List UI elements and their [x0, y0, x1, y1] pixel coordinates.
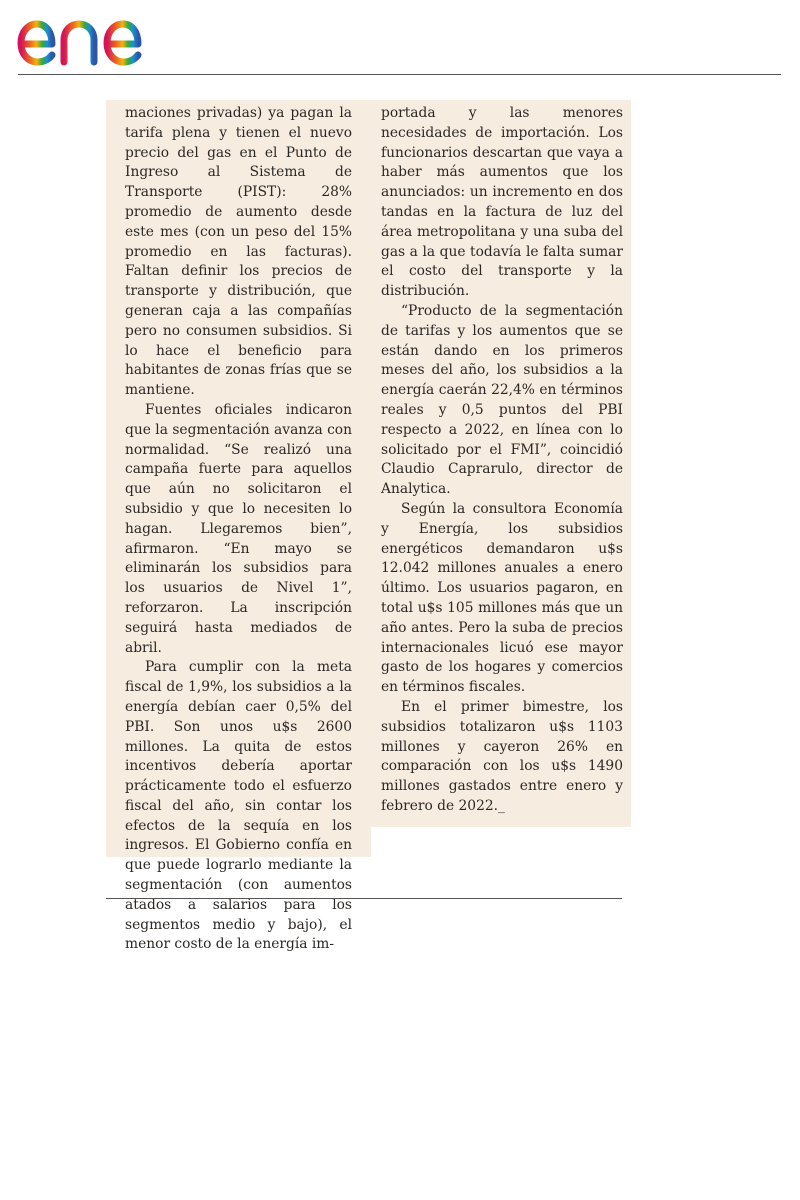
column-2-paragraph-4-text: En el primer bimestre, los subsidios totalizaron u$s 1103 millones y cayeron 26% en comparación con los u$s 1490 millones gastados entre enero y febrero de 2022. — [381, 698, 623, 814]
footer-divider — [106, 898, 622, 899]
column-2-paragraph-1: portada y las menores necesidades de importación. Los funcionarios descartan que vaya a haber más aumentos que los anunciados: un incremento en dos tandas en la factura de luz del área metropolitana y una suba del gas a la que todavía le falta sumar el costo del transporte y la distribución. — [381, 105, 623, 300]
enel-logo — [16, 4, 180, 68]
header-divider — [18, 74, 781, 75]
article-end-mark: _ — [498, 797, 505, 814]
column-1-cut-top-line — [125, 92, 352, 104]
column-2-cut-top-line — [381, 92, 623, 104]
column-2-paragraph-3: Según la consultora Economía y Energía, los subsidios energéticos demandaron u$s 12.042 millones anuales a enero último. Los usuarios pagaron, en total u$s 105 millones más que un año antes. Pero la suba de precios internacionales licuó ese mayor gasto de los hogares y comercios en términos fiscales. — [381, 500, 623, 696]
news-clipping — [106, 100, 631, 953]
column-2-paragraph-4 — [381, 698, 623, 817]
column-1-paragraph-1: maciones privadas) ya pagan la tarifa plena y tienen el nuevo precio del gas en el Punto de Ingreso al Sistema de Transporte (PIST): 28% promedio de aumento desde este mes (con un peso del 15% promedio en las facturas). Faltan definir los precios de transporte y distribución, que generan caja a las compañías pero no consumen subsidios. Si lo hace el beneficio para habitantes de zonas frías que se mantiene. — [125, 105, 352, 399]
column-1-paragraph-3: Para cumplir con la meta fiscal de 1,9%, los subsidios a la energía debían caer 0,5% del PBI. Son unos u$s 2600 millones. La quita de estos incentivos debería aportar prácticamente todo el esfuerzo fiscal del año, sin contar los efectos de la sequía en los ingresos. El Gobierno confía en que puede lograrlo mediante la segmentación (con aumentos atados a salarios para los segmentos medio y bajo), el menor costo de la energía im- — [125, 659, 352, 953]
article-column-2 — [381, 100, 623, 814]
column-2-paragraph-2: “Producto de la segmentación de tarifas y los aumentos que se están dando en los primeros meses del año, los subsidios a la energía caerán 22,4% en términos reales y 0,5 puntos del PBI respecto a 2022, en línea con lo solicitado por el FMI”, coincidió Claudio Caprarulo, director de Analytica. — [381, 302, 623, 498]
page-header — [0, 0, 800, 76]
column-1-paragraph-2: Fuentes oficiales indicaron que la segmentación avanza con normalidad. “Se realizó una campaña fuerte para aquellos que aún no solicitaron el subsidio y que lo necesiten lo hagan. Llegaremos bien”, afirmaron. “En mayo se eliminarán los subsidios para los usuarios de Nivel 1”, reforzaron. La inscripción seguirá hasta mediados de abril. — [125, 401, 352, 656]
article-column-1 — [125, 100, 352, 953]
